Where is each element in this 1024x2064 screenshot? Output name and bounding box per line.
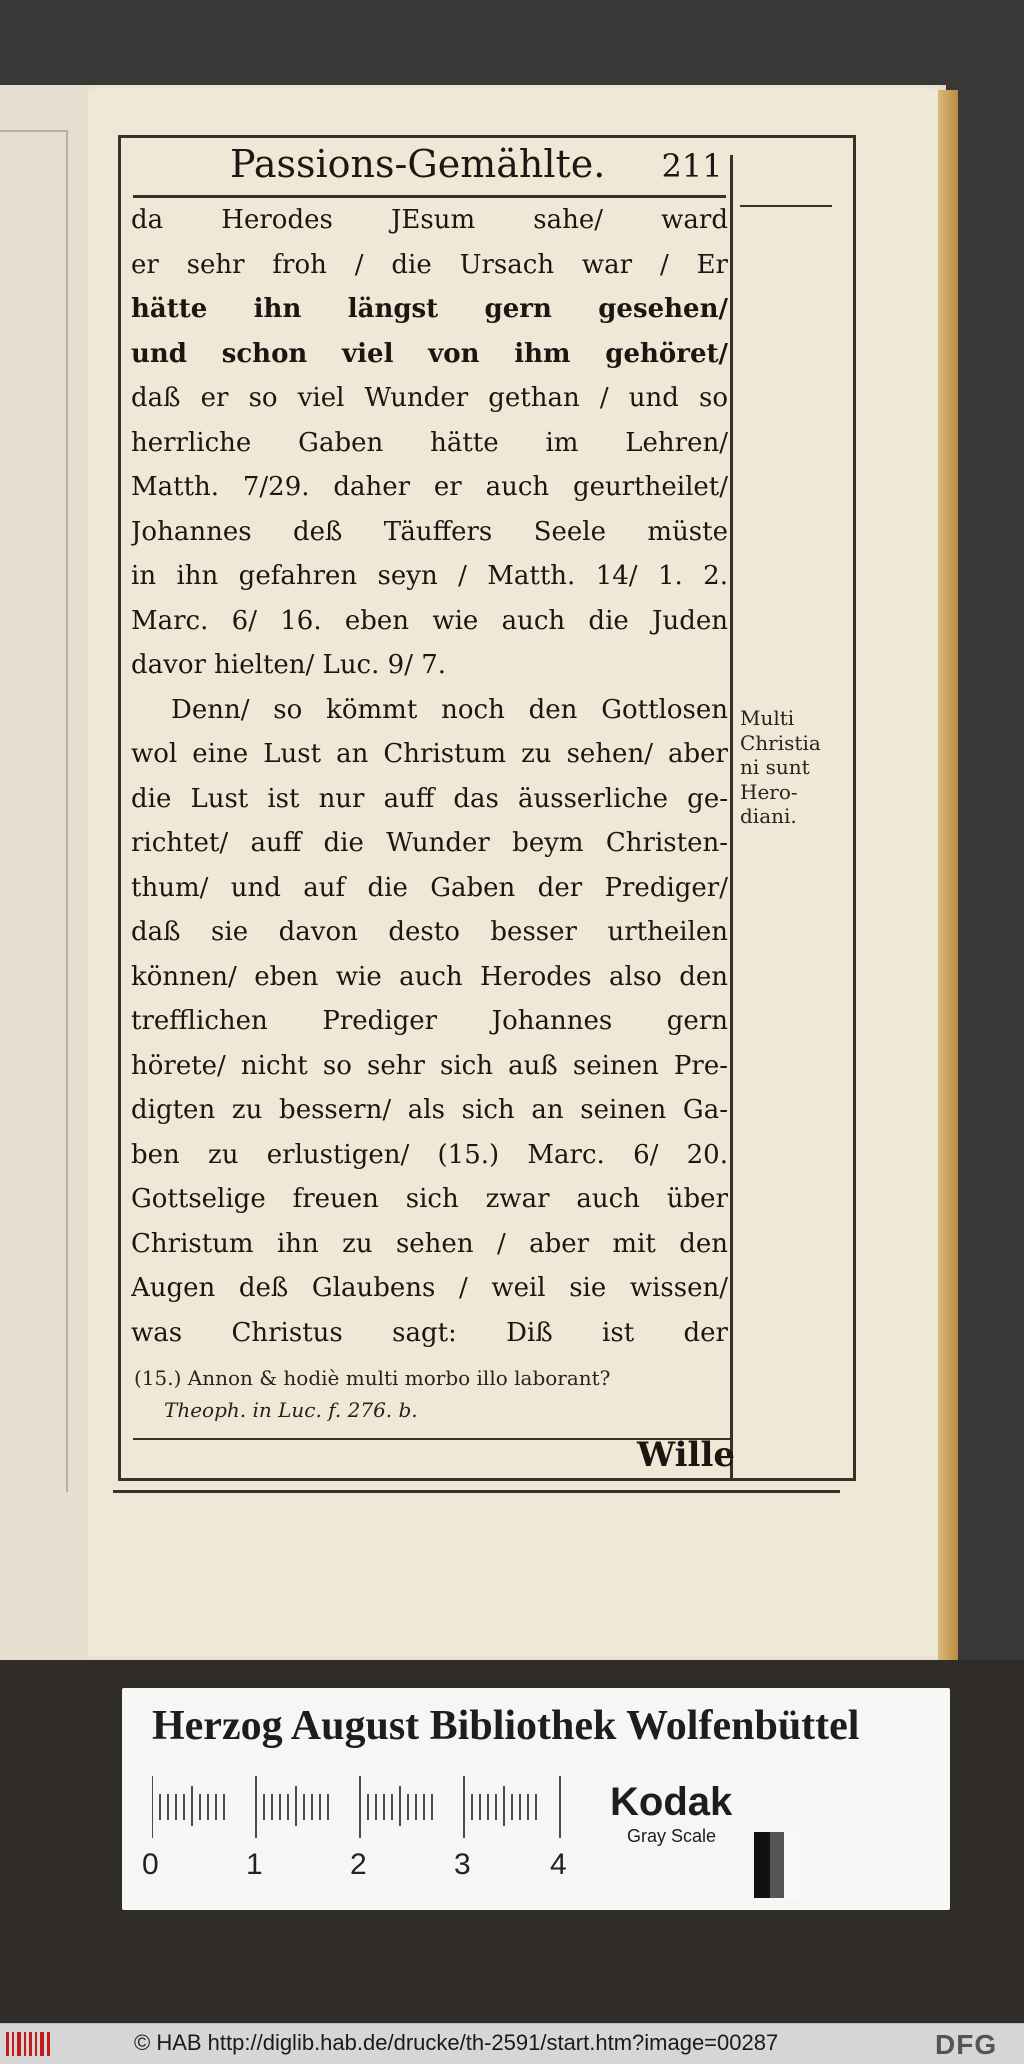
margin-note-line: Christia: [740, 730, 821, 755]
text-line: und schon viel von ihm gehöret/: [131, 338, 728, 369]
footer-bar: [0, 2023, 1024, 2064]
kodak-brand: Kodak: [610, 1780, 733, 1824]
text-line: daß sie davon desto besser urtheilen: [131, 917, 728, 947]
body-text: [131, 198, 728, 1355]
text-line: herrliche Gaben hätte im Lehren/: [131, 427, 728, 458]
ruler-label: 4: [550, 1848, 567, 1881]
text-line: was Christus sagt: Diß ist der: [131, 1317, 728, 1348]
text-line: trefflichen Prediger Johannes gern: [131, 1006, 728, 1036]
bottom-rule: [113, 1490, 840, 1493]
gray-scale-label: Gray Scale: [627, 1826, 717, 1846]
text-line: Augen deß Glaubens / weil sie wissen/: [131, 1273, 728, 1303]
text-line: hätte ihn längst gern gesehen/: [131, 294, 728, 324]
ruler-scale: [152, 1776, 562, 1838]
barcode-logo-icon: [6, 2032, 50, 2056]
previous-page-edge: [0, 85, 90, 1660]
text-line: ben zu erlustigen/ (15.) Marc. 6/ 20.: [131, 1139, 728, 1170]
text-line: Marc. 6/ 16. eben wie auch die Juden: [131, 605, 728, 636]
previous-page-frame: [0, 130, 68, 1492]
text-line: Johannes deß Täuffers Seele müste: [131, 516, 728, 547]
text-line: Matth. 7/29. daher er auch geurtheilet/: [131, 472, 728, 502]
text-line: können/ eben wie auch Herodes also den: [131, 961, 728, 992]
color-reference-card: [122, 1688, 950, 1910]
footnote-citation: Theoph. in Luc. f. 276. b.: [164, 1398, 418, 1422]
text-line: richtet/ auff die Wunder beym Christen-: [131, 828, 728, 858]
dfg-logo: DFG: [935, 2029, 998, 2060]
text-line: die Lust ist nur auff das äusserliche ge-: [131, 783, 728, 814]
institution-name: Herzog August Bibliothek Wolfenbüttel: [152, 1703, 860, 1749]
text-line: thum/ und auf die Gaben der Prediger/: [131, 872, 728, 903]
top-rule: [128, 135, 838, 138]
ruler-label: 2: [350, 1848, 367, 1881]
footnote: [134, 1362, 734, 1426]
text-line: er sehr froh / die Ursach war / Er: [131, 249, 728, 280]
margin-note-line: Hero-: [740, 779, 798, 804]
margin-note-line: Multi: [740, 706, 795, 730]
running-head-title: Passions-Gemählte.: [230, 142, 606, 186]
page-number: 211: [661, 147, 723, 185]
text-line: Denn/ so kömmt noch den Gottlosen: [171, 694, 728, 725]
ruler-labels: [136, 1848, 576, 1888]
margin-column-rule: [730, 155, 733, 1480]
margin-note-line: diani.: [740, 804, 797, 828]
page-gilt-edge: [938, 90, 958, 1660]
margin-top-rule: [740, 205, 832, 207]
text-line: digten zu bessern/ als sich an seinen Ga-: [131, 1095, 728, 1125]
margin-note-line: ni sunt: [740, 755, 810, 779]
text-line: Gottselige freuen sich zwar auch über: [131, 1184, 728, 1214]
margin-note: [740, 706, 840, 829]
text-line: Christum ihn zu sehen / aber mit den: [131, 1228, 728, 1259]
ruler-label: 1: [246, 1848, 263, 1881]
ruler-label: 3: [454, 1848, 471, 1881]
text-line: hörete/ nicht so sehr sich auß seinen Pre-: [131, 1050, 728, 1081]
source-credit: © HAB http://diglib.hab.de/drucke/th-2591/start.htm?image=00287: [134, 2030, 779, 2055]
text-line: daß er so viel Wunder gethan / und so: [131, 383, 728, 413]
footnote-text: (15.) Annon & hodiè multi morbo illo laborant?: [134, 1366, 611, 1390]
text-line: in ihn gefahren seyn / Matth. 14/ 1. 2.: [131, 561, 728, 591]
running-head: [230, 142, 730, 186]
text-line: davor hielten/ Luc. 9/ 7.: [131, 650, 447, 680]
gray-swatch-icon: [754, 1832, 800, 1898]
ruler-label: 0: [142, 1848, 159, 1881]
text-line: wol eine Lust an Christum zu sehen/ aber: [131, 739, 728, 769]
catchword: Wille: [637, 1435, 735, 1475]
text-line: da Herodes JEsum sahe/ ward: [131, 205, 728, 235]
